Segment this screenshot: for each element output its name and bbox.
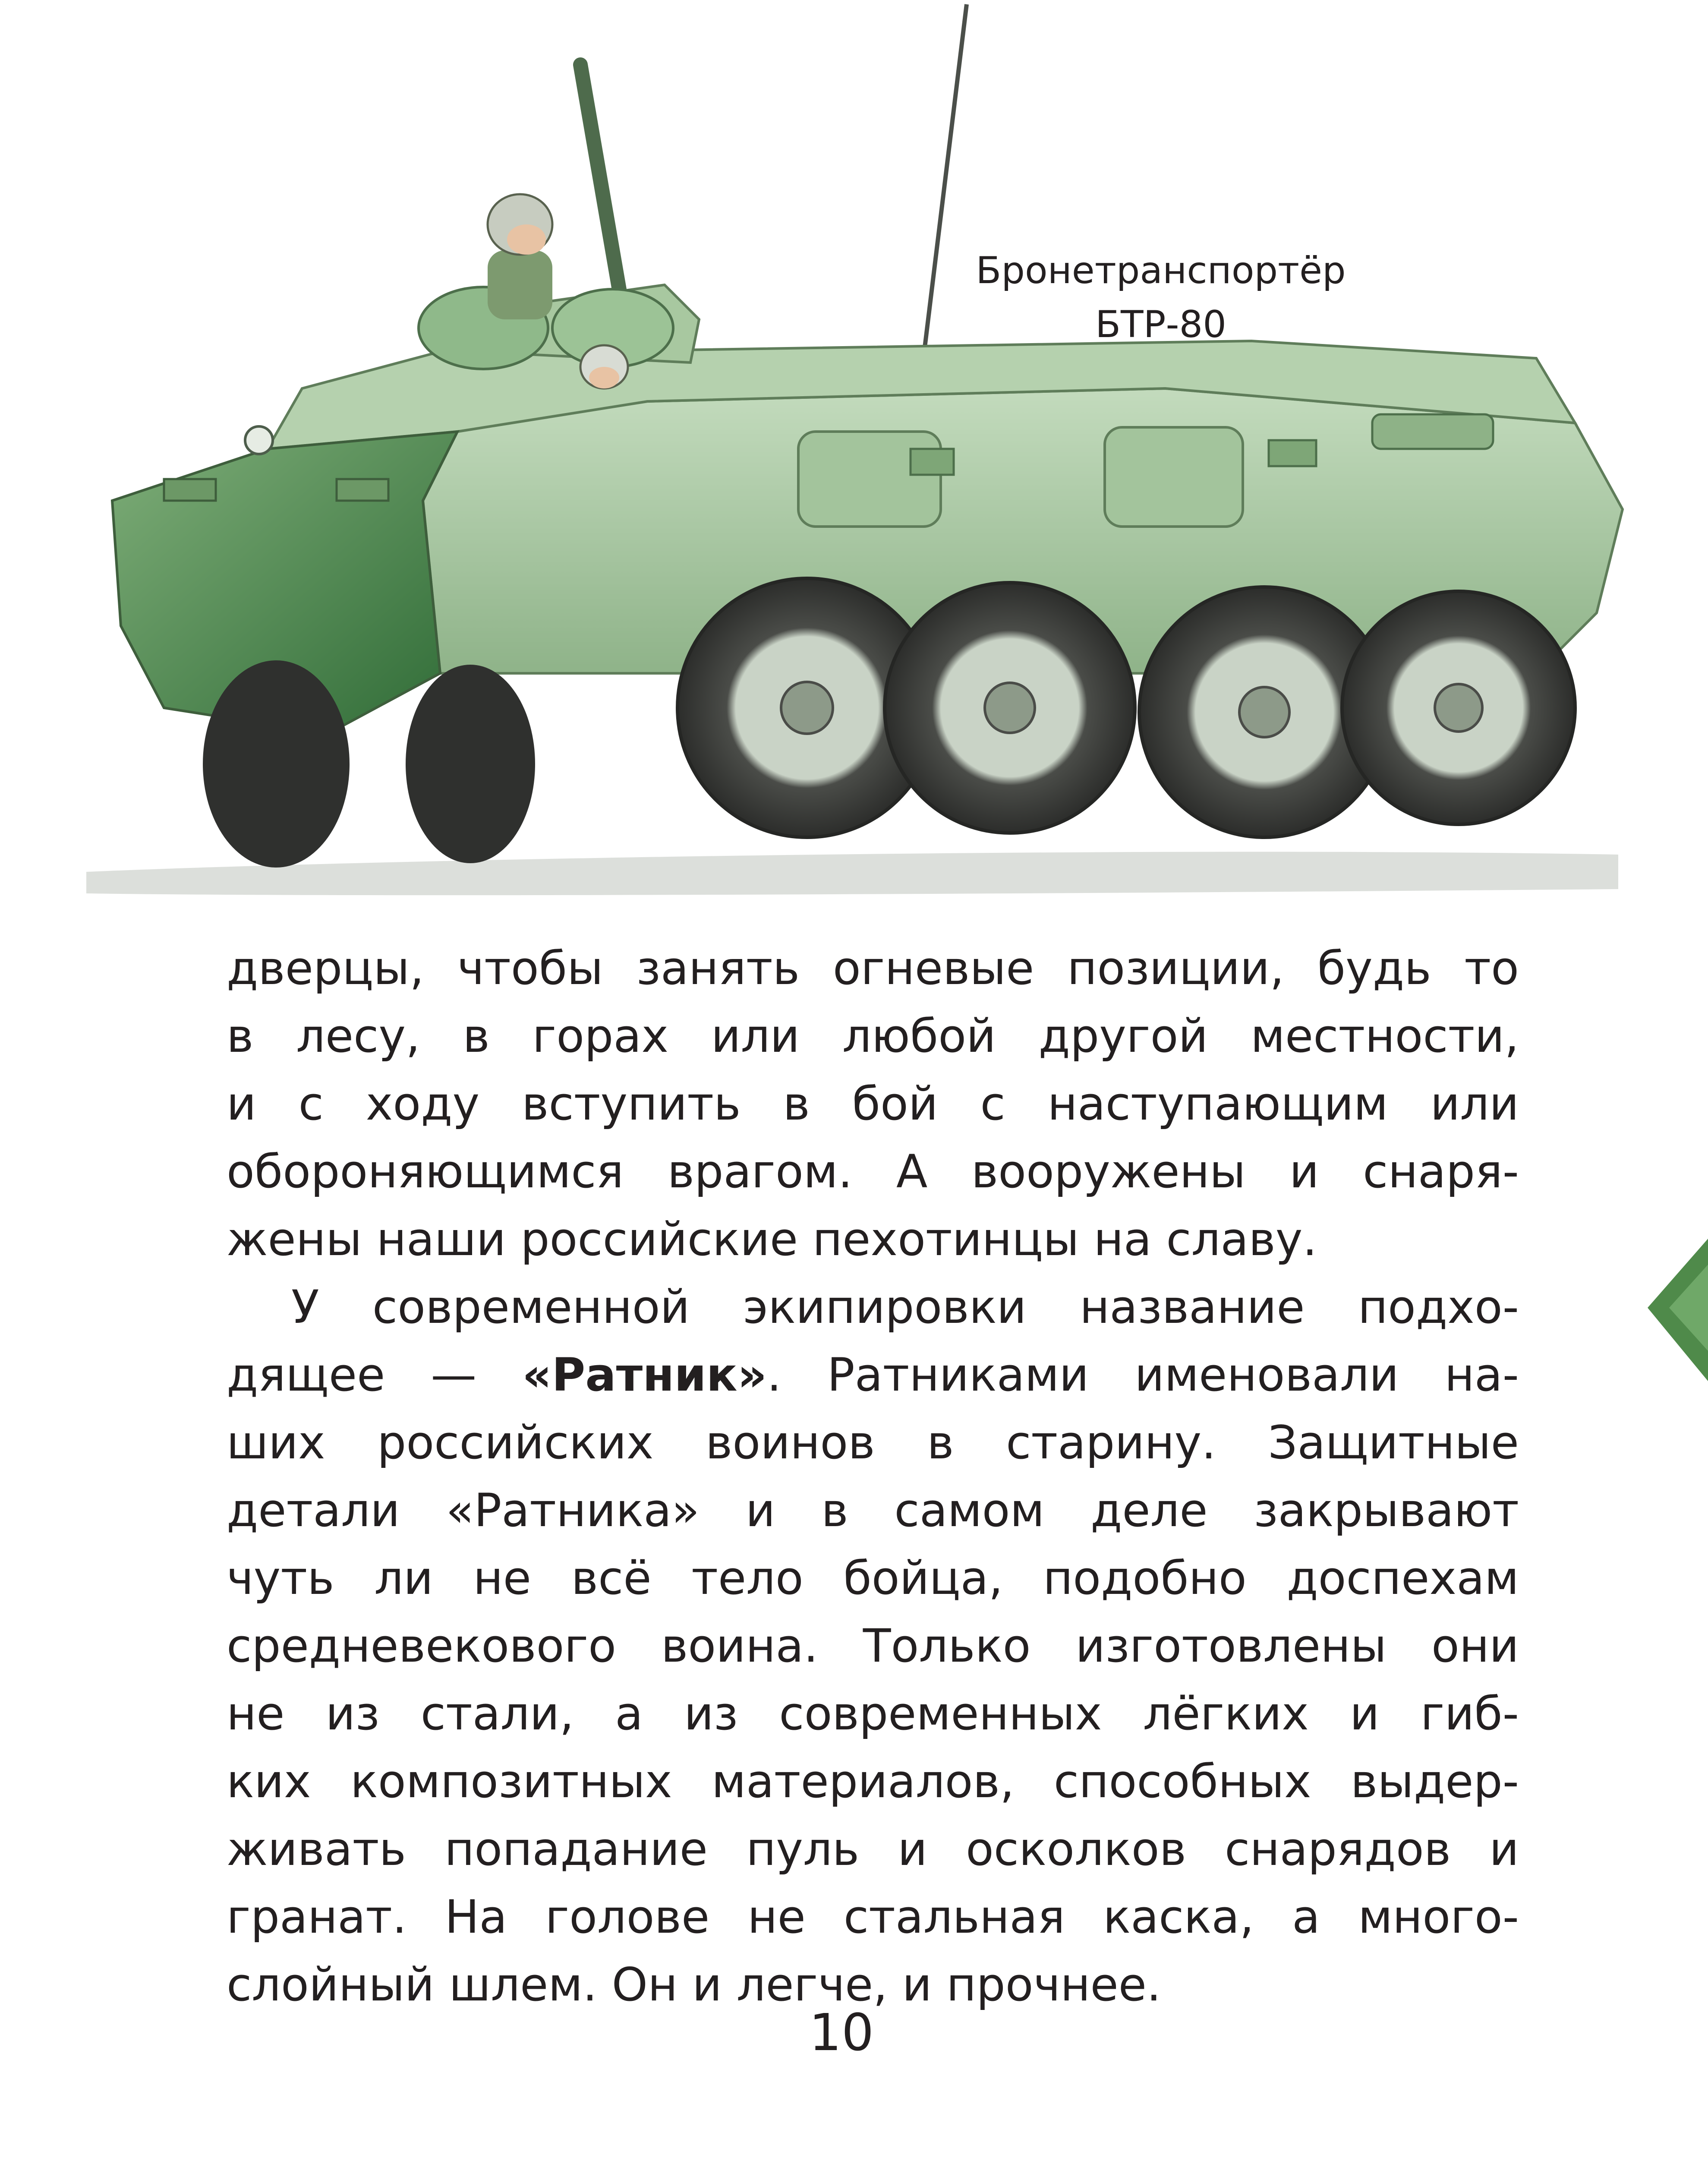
side-detail xyxy=(1269,440,1316,466)
text-line: и с ходу вступить в бой с наступающим или xyxy=(227,1077,1519,1130)
text-line: гранат. На голове не стальная каска, а много- xyxy=(227,1890,1519,1943)
text-line: ких композитных материалов, способных выдер- xyxy=(227,1755,1519,1808)
btr-80-illustration xyxy=(0,0,1708,906)
side-detail xyxy=(911,449,954,475)
wheel-hub xyxy=(1239,687,1289,737)
page-number: 10 xyxy=(809,2003,874,2062)
text-line: обороняющимся врагом. А вооружены и снаря- xyxy=(227,1145,1519,1198)
wheel-hub xyxy=(781,682,833,734)
side-detail xyxy=(1372,414,1493,449)
caption-line: Бронетранспортёр xyxy=(976,249,1346,292)
side-hatch xyxy=(1105,427,1243,527)
text-line: не из стали, а из современных лёгких и гиб- xyxy=(227,1687,1519,1740)
edge-illustration-fragment xyxy=(1630,1239,1708,1394)
side-hatch xyxy=(798,432,941,527)
text-fragment: дящее — xyxy=(227,1348,523,1401)
wheel-hub xyxy=(985,683,1035,733)
text-line: чуть ли не всё тело бойца, подобно доспехам xyxy=(227,1552,1519,1605)
soldier-driver xyxy=(580,345,628,388)
ground-shadow xyxy=(86,852,1618,896)
turret-gun xyxy=(580,65,621,302)
caption-line: БТР-80 xyxy=(1095,303,1226,346)
headlight-left xyxy=(245,426,273,454)
front-detail xyxy=(337,479,388,501)
soldier-commander xyxy=(488,194,552,319)
text-line: слойный шлем. Он и легче, и прочнее. xyxy=(227,1958,1161,2011)
text-line: детали «Ратника» и в самом деле закрывают xyxy=(227,1484,1519,1537)
text-line: в лесу, в горах или любой другой местности, xyxy=(227,1010,1519,1063)
illustration-caption xyxy=(932,244,1390,351)
text-line: дверцы, чтобы занять огневые позиции, будь то xyxy=(227,942,1519,995)
wheel-hub xyxy=(1435,684,1482,732)
text-line: средневекового воина. Только изготовлены они xyxy=(227,1619,1519,1672)
text-line: живать попадание пуль и осколков снарядов и xyxy=(227,1823,1519,1876)
text-line: У современной экипировки название подхо- xyxy=(291,1281,1519,1334)
body-text xyxy=(227,934,1519,2019)
text-line: жены наши российские пехотинцы на славу. xyxy=(227,1213,1317,1266)
front-detail xyxy=(164,479,216,501)
text-line: ших российских воинов в старину. Защитные xyxy=(227,1416,1519,1469)
text-line xyxy=(227,1341,1519,1409)
text-fragment: . Ратниками именовали на- xyxy=(767,1348,1519,1401)
ratnik-term: «Ратник» xyxy=(522,1348,767,1401)
